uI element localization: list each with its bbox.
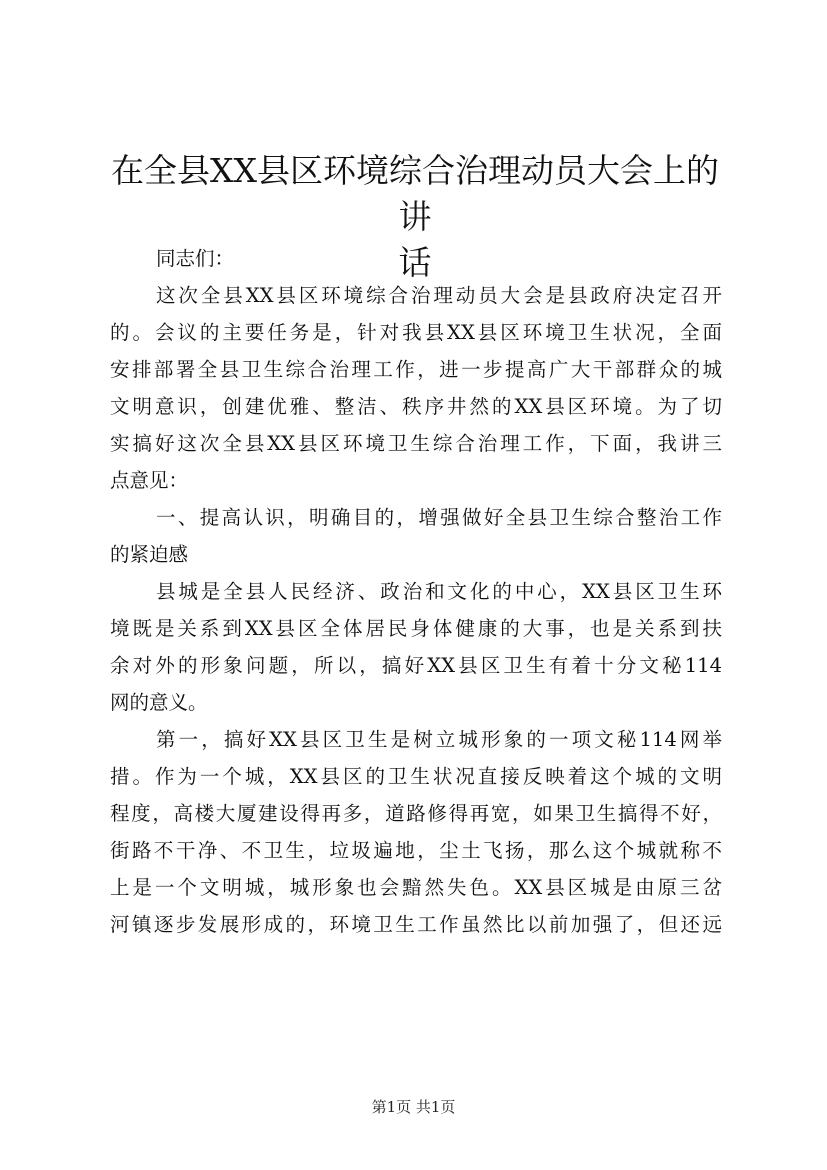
body-text-line: 上是一个文明城，城形象也会黯然失色。XX县区城是由原三岔	[110, 876, 722, 899]
body-text-line: 街路不干净、不卫生，垃圾遍地，尘土飞扬，那么这个城就称不	[110, 839, 722, 862]
body-text-line: 这次全县XX县区环境综合治理动员大会是县政府决定召开	[156, 284, 722, 307]
title-line-1: 在全县XX县区环境综合治理动员大会上的讲	[111, 151, 719, 236]
body-text-line: 措。作为一个城，XX县区的卫生状况直接反映着这个城的文明	[110, 765, 722, 788]
body-text-line: 一、提高认识，明确目的，增强做好全县卫生综合整治工作	[156, 506, 722, 529]
body-text-line: 的紧迫感	[110, 543, 189, 566]
body-text-line: 安排部署全县卫生综合治理工作，进一步提高广大干部群众的城	[110, 358, 722, 381]
body-text-line: 河镇逐步发展形成的，环境卫生工作虽然比以前加强了，但还远	[110, 913, 722, 936]
body-text-line: 网的意义。	[110, 691, 208, 714]
body-text-line: 余对外的形象问题，所以，搞好XX县区卫生有着十分文秘114	[110, 654, 722, 677]
page-footer: 第1页 共1页	[371, 1098, 456, 1116]
body-text-line: 第一，搞好XX县区卫生是树立城形象的一项文秘114网举	[156, 728, 722, 751]
body-text-line: 文明意识，创建优雅、整洁、秩序井然的XX县区环境。为了切	[110, 395, 722, 418]
body-text-line: 境既是关系到XX县区全体居民身体健康的大事，也是关系到扶	[110, 617, 722, 640]
body-text-line: 实搞好这次全县XX县区环境卫生综合治理工作，下面，我讲三	[110, 432, 722, 455]
body-text-line: 程度，高楼大厦建设得再多，道路修得再宽，如果卫生搞得不好，	[110, 802, 722, 825]
document-body	[110, 240, 722, 943]
body-text-line: 县城是全县人民经济、政治和文化的中心，XX县区卫生环	[156, 580, 722, 603]
body-text-line: 的。会议的主要任务是，针对我县XX县区环境卫生状况，全面	[110, 321, 722, 344]
title-line-2: 话	[398, 243, 432, 282]
body-text-line: 点意见：	[110, 469, 189, 492]
body-text-line: 同志们：	[156, 247, 235, 270]
